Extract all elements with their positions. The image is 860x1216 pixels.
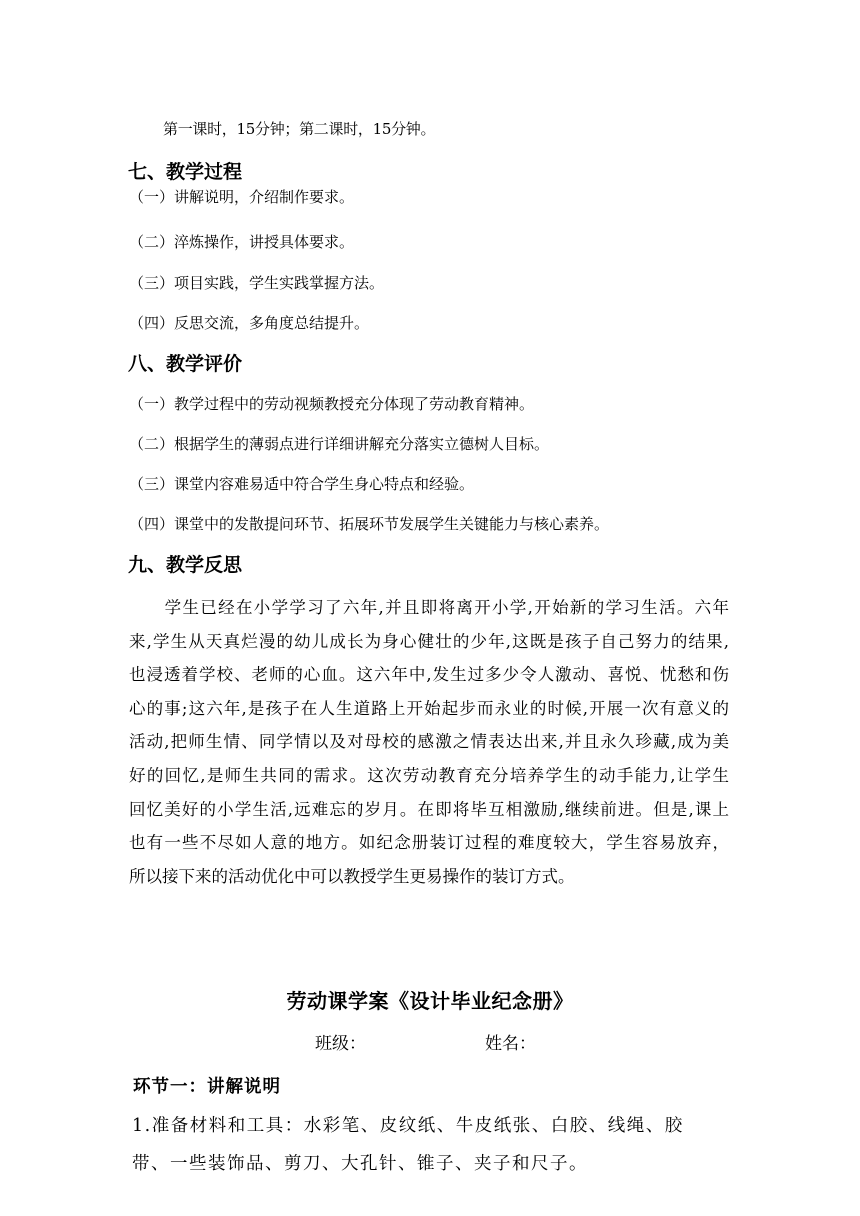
reflection-line: 心的事;这六年,是孩子在人生道路上开始起步而永业的时候,开展一次有意义的 xyxy=(129,698,729,718)
reflection-line: 来,学生从天真烂漫的幼儿成长为身心健壮的少年,这既是孩子自己努力的结果, xyxy=(129,631,729,651)
section-heading-teaching-process: 七、教学过程 xyxy=(128,161,243,183)
reflection-line: 也有一些不尽如人意的地方。如纪念册装订过程的难度较大，学生容易放弃， xyxy=(129,833,729,853)
reflection-line: 学生已经在小学学习了六年,并且即将离开小学,开始新的学习生活。六年 xyxy=(129,598,729,617)
section-heading-teaching-evaluation: 八、教学评价 xyxy=(128,353,243,375)
reflection-line: 回忆美好的小学生活,远难忘的岁月。在即将毕互相激励,继续前进。但是,课上 xyxy=(129,799,729,819)
worksheet-section-heading: 环节一：讲解说明 xyxy=(133,1077,281,1097)
class-label: 班级： xyxy=(315,1034,366,1054)
materials-line: 带、一些装饰品、剪刀、大孔针、锥子、夹子和尺子。 xyxy=(132,1154,588,1174)
class-time-text: 第一课时，15分钟；第二课时，15分钟。 xyxy=(163,120,436,138)
process-item-1: （一）讲解说明，介绍制作要求。 xyxy=(129,188,355,206)
materials-paragraph xyxy=(132,1107,716,1183)
evaluation-item-3: （三）课堂内容难易适中符合学生身心特点和经验。 xyxy=(129,475,475,493)
reflection-paragraph xyxy=(129,591,729,893)
reflection-line: 也浸透着学校、老师的心血。这六年中,发生过多少令人激动、喜悦、忧愁和伤 xyxy=(129,665,729,685)
evaluation-item-1: （一）教学过程中的劳动视频教授充分体现了劳动教育精神。 xyxy=(129,395,535,413)
reflection-line: 所以接下来的活动优化中可以教授学生更易操作的装订方式。 xyxy=(129,866,575,886)
evaluation-item-2: （二）根据学生的薄弱点进行详细讲解充分落实立德树人目标。 xyxy=(129,435,550,453)
section-heading-teaching-reflection: 九、教学反思 xyxy=(128,554,243,576)
materials-line: 1.准备材料和工具：水彩笔、皮纹纸、牛皮纸张、白胶、线绳、胶 xyxy=(132,1116,684,1136)
evaluation-item-4: （四）课堂中的发散提问环节、拓展环节发展学生关键能力与核心素养。 xyxy=(129,515,610,533)
process-item-2: （二）淬炼操作，讲授具体要求。 xyxy=(129,233,355,251)
worksheet-title: 劳动课学案《设计毕业纪念册》 xyxy=(286,989,574,1013)
reflection-line: 好的回忆,是师生共同的需求。这次劳动教育充分培养学生的动手能力,让学生 xyxy=(129,765,729,785)
process-item-3: （三）项目实践，学生实践掌握方法。 xyxy=(129,274,385,292)
process-item-4: （四）反思交流，多角度总结提升。 xyxy=(129,314,370,332)
reflection-line: 活动,把师生情、同学情以及对母校的感激之情表达出来,并且永久珍藏,成为美 xyxy=(129,732,729,752)
name-label: 姓名： xyxy=(485,1034,536,1054)
